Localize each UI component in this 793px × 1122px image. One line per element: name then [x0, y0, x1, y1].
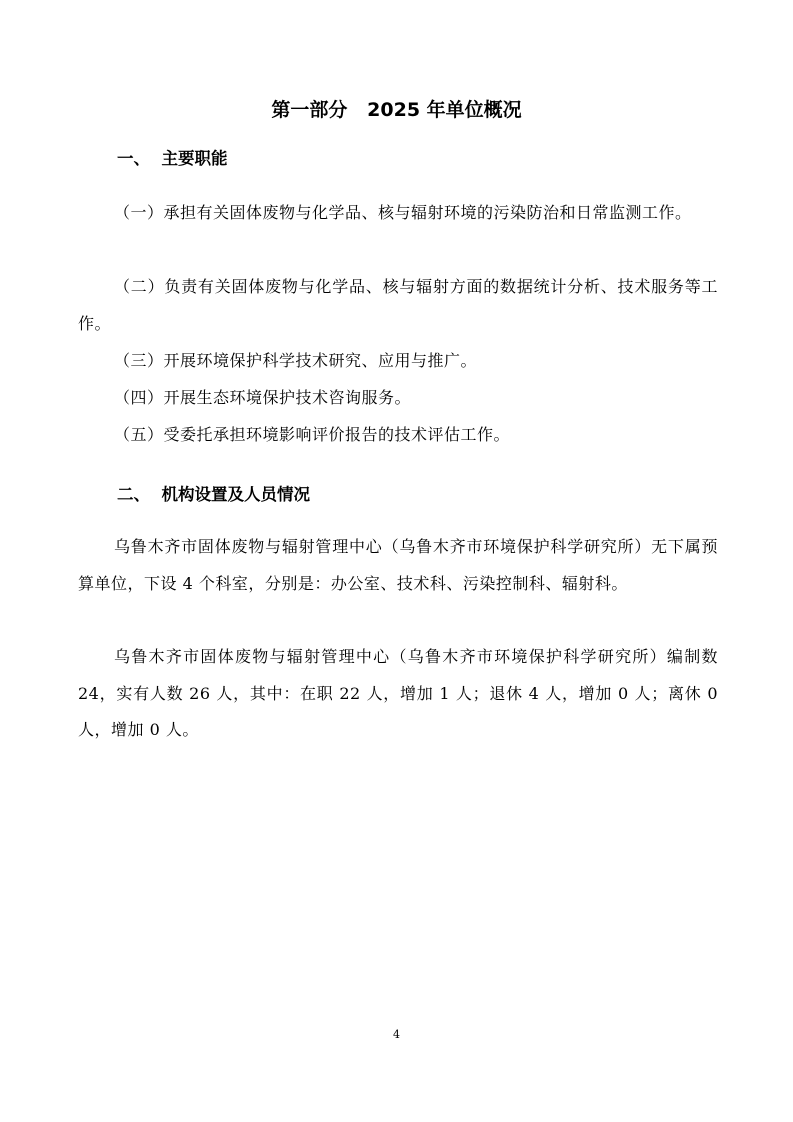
- section-heading-main-functions: 一、 主要职能: [117, 149, 228, 168]
- page-number: 4: [393, 1028, 400, 1041]
- function-item-1: （一）承担有关固体废物与化学品、核与辐射环境的污染防治和日常监测工作。: [114, 203, 692, 222]
- organization-paragraph: 乌鲁木齐市固体废物与辐射管理中心（乌鲁木齐市环境保护科学研究所）无下属预算单位，下设 4 个科室，分别是：办公室、技术科、污染控制科、辐射科。: [78, 537, 718, 593]
- function-item-3: （三）开展环境保护科学技术研究、应用与推广。: [114, 351, 478, 370]
- function-item-4: （四）开展生态环境保护技术咨询服务。: [114, 388, 412, 407]
- section-heading-organization-staff: 二、 机构设置及人员情况: [117, 485, 310, 504]
- function-item-5: （五）受委托承担环境影响评价报告的技术评估工作。: [114, 425, 511, 444]
- function-item-2: （二）负责有关固体废物与化学品、核与辐射方面的数据统计分析、技术服务等工作。: [78, 277, 718, 333]
- page-title: 第一部分 2025 年单位概况: [271, 99, 522, 121]
- staff-paragraph: 乌鲁木齐市固体废物与辐射管理中心（乌鲁木齐市环境保护科学研究所）编制数 24，实有人数 26 人，其中：在职 22 人，增加 1 人；退休 4 人，增加 0 人；离休 0 人，增加 0 人。: [78, 647, 718, 739]
